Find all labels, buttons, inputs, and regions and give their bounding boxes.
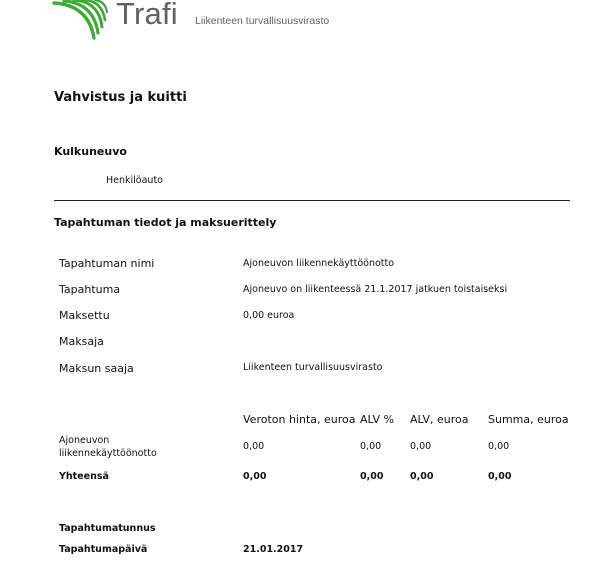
trafi-swoosh-icon — [52, 0, 114, 42]
item-name-line: Ajoneuvon — [59, 435, 110, 446]
total-cell: 0,00 — [410, 471, 434, 482]
section-divider — [54, 200, 570, 201]
detail-label: Tapahtuman nimi — [59, 257, 155, 270]
detail-label: Maksun saaja — [59, 362, 134, 375]
detail-value: Liikenteen turvallisuusvirasto — [243, 362, 383, 373]
transaction-id-label: Tapahtumatunnus — [59, 523, 156, 534]
transaction-heading: Tapahtuman tiedot ja maksuerittely — [54, 216, 277, 229]
item-name-line: liikennekäyttöönotto — [59, 448, 157, 459]
detail-label: Maksettu — [59, 309, 110, 322]
transaction-date-label: Tapahtumapäivä — [59, 544, 148, 555]
table-cell: 0,00 — [410, 441, 432, 452]
detail-value: Ajoneuvo on liikenteessä 21.1.2017 jatkuen toistaiseksi — [243, 284, 508, 295]
column-header: Veroton hinta, euroa — [243, 413, 356, 426]
brand-name: Trafi — [116, 0, 178, 31]
column-header: Summa, euroa — [488, 413, 569, 426]
total-cell: 0,00 — [360, 471, 384, 482]
brand-subtitle: Liikenteen turvallisuusvirasto — [195, 15, 330, 27]
table-cell: 0,00 — [243, 441, 265, 452]
total-label: Yhteensä — [59, 471, 109, 482]
column-header: ALV % — [360, 413, 394, 426]
detail-label: Maksaja — [59, 335, 104, 348]
transaction-date-value: 21.01.2017 — [243, 544, 304, 555]
detail-label: Tapahtuma — [59, 283, 121, 296]
trafi-logo — [52, 0, 330, 42]
detail-value: 0,00 euroa — [243, 310, 295, 321]
total-cell: 0,00 — [488, 471, 512, 482]
total-cell: 0,00 — [243, 471, 267, 482]
column-header: ALV, euroa — [410, 413, 469, 426]
vehicle-type: Henkilöauto — [106, 175, 163, 186]
vehicle-heading: Kulkuneuvo — [54, 145, 127, 158]
page-title: Vahvistus ja kuitti — [54, 90, 187, 105]
table-cell: 0,00 — [360, 441, 382, 452]
table-cell: 0,00 — [488, 441, 510, 452]
detail-value: Ajoneuvon liikennekäyttöönotto — [243, 258, 395, 269]
